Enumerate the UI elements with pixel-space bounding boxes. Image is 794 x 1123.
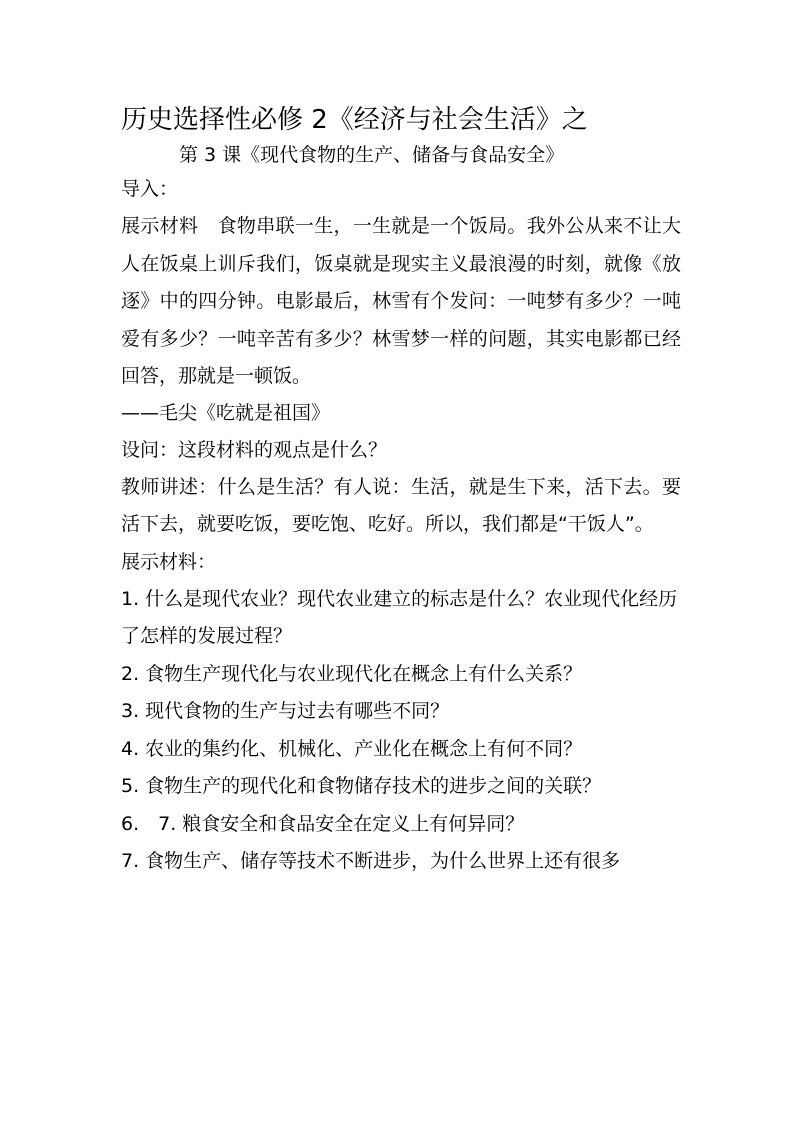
list-item: 2. 食物生产现代化与农业现代化在概念上有什么关系？ [121,662,583,685]
list-item: 7. 食物生产、储存等技术不断进步，为什么世界上还有很多 [121,850,621,872]
lesson-subtitle: 第 3 课《现代食物的生产、储备与食品安全》 [179,144,565,166]
material-source: ——毛尖《吃就是祖国》 [121,401,331,424]
list-item: 1. 什么是现代农业？现代农业建立的标志是什么？农业现代化经历了怎样的发展过程？ [121,587,678,647]
document-body [121,102,681,881]
material-paragraph: 展示材料 食物串联一生，一生就是一个饭局。我外公从来不让大人在饭桌上训斥我们，饭桌就是现实主义最浪漫的时刻，就像《放逐》中的四分钟。电影最后，林雪有个发问：一吨梦有多少？一吨爱有多少？一吨辛苦有多少？林雪梦一样的问题，其实电影都已经回答，那就是一顿饭。 [121,215,681,387]
list-item: 3. 现代食物的生产与过去有哪些不同？ [121,700,450,722]
list-item: 6. 7. 粮食安全和食品安全在定义上有何异同？ [121,812,525,835]
list-item: 5. 食物生产的现代化和食物储存技术的进步之间的关联？ [121,775,602,797]
question-text: 设问：这段材料的观点是什么？ [121,438,388,461]
list-item: 4. 农业的集约化、机械化、产业化在概念上有何不同？ [121,737,583,760]
intro-label: 导入： [121,178,179,200]
material-2-label: 展示材料： [121,550,217,573]
document-title: 历史选择性必修 2《经济与社会生活》之 [121,105,588,135]
teacher-talk-paragraph: 教师讲述：什么是生活？有人说：生活，就是生下来，活下去。要活下去，就要吃饭，要吃饱、吃好。所以，我们都是“干饭人”。 [121,475,681,535]
